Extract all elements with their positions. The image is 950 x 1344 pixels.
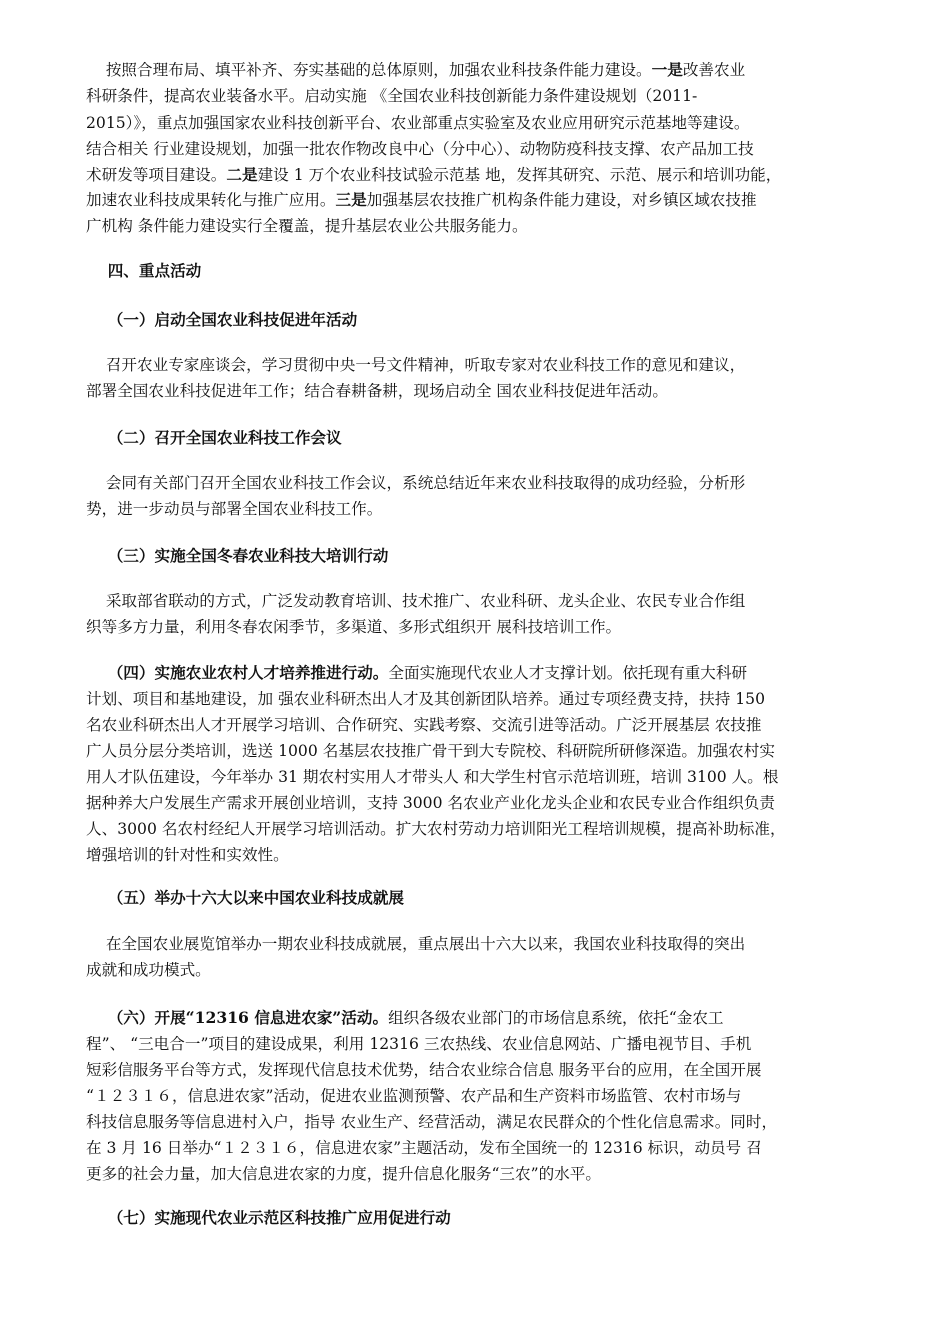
text-run: 术研发等项目建设。 (86, 166, 227, 184)
text-line (86, 1034, 751, 1056)
text-line (86, 591, 745, 613)
text-run: 科技信息服务等信息进村入户，指导 农业生产、经营活动，满足农民群众的个性化信息需求。同时， (86, 1113, 778, 1131)
text-run: 2015）》，重点加强国家农业科技创新平台、农业部重点实验室及农业应用研究示范基地等建设。 (86, 114, 750, 132)
bold-text-run: 四、重点活动 (86, 261, 202, 280)
text-run: 更多的社会力量，加大信息进农家的力度，提升信息化服务“三农”的水平。 (86, 1165, 601, 1183)
bold-text-run: （六）开展“12316 信息进农家”活动。 (86, 1008, 389, 1027)
text-run: 用人才队伍建设，今年举办 31 期农村实用人才带头人 和大学生村官示范培训班，培训 3100 人。根 (86, 768, 779, 786)
text-run: 在全国农业展览馆举办一期农业科技成就展，重点展出十六大以来，我国农业科技取得的突出 (86, 935, 746, 953)
text-run: 在 3 月 16 日举办“１２３１６，信息进农家”主题活动，发布全国统一的 12316 标识，动员号 召 (86, 1139, 762, 1157)
text-line (86, 60, 745, 82)
text-line (86, 1060, 762, 1082)
text-run: 组织各级农业部门的市场信息系统，依托“金农工 (388, 1009, 724, 1027)
bold-text-run: （一）启动全国农业科技促进年活动 (86, 310, 358, 329)
text-run: 成就和成功模式。 (86, 961, 211, 979)
bold-text-run: （三）实施全国冬春农业科技大培训行动 (86, 546, 389, 565)
bold-text-run: （二）召开全国农业科技工作会议 (86, 428, 342, 447)
text-line (86, 689, 765, 711)
text-line (86, 715, 762, 737)
bold-text-run: （五）举办十六大以来中国农业科技成就展 (86, 888, 404, 907)
text-line (86, 960, 211, 982)
text-run: 建设 1 万个农业科技试验示范基 地，发挥其研究、示范、展示和培训功能， (257, 166, 782, 184)
text-run: 广人员分层分类培训，选送 1000 名基层农技推广骨干到大专院校、科研院所研修深造。加强农村实 (86, 742, 775, 760)
text-line (86, 888, 404, 910)
text-run: “１２３１６，信息进农家”活动，促进农业监测预警、农产品和生产资料市场监管、农村市场与 (86, 1087, 742, 1105)
text-line (86, 499, 382, 521)
text-line (86, 86, 697, 108)
text-line (86, 845, 289, 867)
text-line (86, 1138, 762, 1160)
bold-text-run: 二是 (226, 165, 258, 184)
text-line (86, 139, 754, 161)
text-line (86, 190, 757, 212)
text-line (86, 617, 621, 639)
text-line (86, 1208, 451, 1230)
bold-text-run: 三是 (335, 190, 367, 209)
text-run: 会同有关部门召开全国农业科技工作会议，系统总结近年来农业科技取得的成功经验，分析形 (86, 474, 746, 492)
text-line (86, 767, 778, 789)
text-line (86, 819, 786, 841)
text-line (86, 1008, 724, 1030)
text-run: 改善农业 (682, 61, 746, 79)
text-run: 加强基层农技推广机构条件能力建设，对乡镇区域农技推 (366, 191, 757, 209)
text-run: 全面实施现代农业人才支撑计划。依托现有重大科研 (388, 664, 748, 682)
text-line (86, 1086, 741, 1108)
text-run: 据种养大户发展生产需求开展创业培训，支持 3000 名农业产业化龙头企业和农民专业合作组织负责 (86, 794, 775, 812)
text-run: 按照合理布局、填平补齐、夯实基础的总体原则，加强农业科技条件能力建设。 (86, 61, 652, 79)
bold-text-run: 一是 (651, 60, 683, 79)
text-run: 增强培训的针对性和实效性。 (86, 846, 289, 864)
text-run: 结合相关 行业建设规划，加强一批农作物改良中心（分中心）、动物防疫科技支撑、农产品加工技 (86, 140, 754, 158)
text-line (86, 546, 388, 568)
text-line (86, 1164, 601, 1186)
text-run: 程”、 “三电合一”项目的建设成果，利用 12316 三农热线、农业信息网站、广播电视节目、手机 (86, 1035, 752, 1053)
text-run: 加速农业科技成果转化与推广应用。 (86, 191, 336, 209)
bold-text-run: （四）实施农业农村人才培养推进行动。 (86, 663, 389, 682)
text-run: 名农业科研杰出人才开展学习培训、合作研究、实践考察、交流引进等活动。广泛开展基层 农技推 (86, 716, 762, 734)
text-run: 短彩信服务平台等方式，发挥现代信息技术优势，结合农业综合信息 服务平台的应用，在全国开展 (86, 1061, 762, 1079)
text-line (86, 355, 745, 377)
text-run: 计划、项目和基地建设，加 强农业科研杰出人才及其创新团队培养。通过专项经费支持，扶持 150 (86, 690, 766, 708)
text-line (86, 793, 775, 815)
text-line (86, 113, 749, 135)
text-line (86, 663, 747, 685)
text-run: 广机构 条件能力建设实行全覆盖，提升基层农业公共服务能力。 (86, 217, 528, 235)
text-line (86, 428, 342, 450)
text-run: 召开农业专家座谈会，学习贯彻中央一号文件精神，听取专家对农业科技工作的意见和建议， (86, 356, 746, 374)
text-line (86, 473, 745, 495)
text-line (86, 381, 668, 403)
text-run: 势，进一步动员与部署全国农业科技工作。 (86, 500, 383, 518)
text-line (86, 1112, 777, 1134)
text-run: 织等多方力量，利用冬春农闲季节，多渠道、多形式组织开 展科技培训工作。 (86, 618, 622, 636)
text-run: 部署全国农业科技促进年工作；结合春耕备耕，现场启动全 国农业科技促进年活动。 (86, 382, 668, 400)
bold-text-run: （七）实施现代农业示范区科技推广应用促进行动 (86, 1208, 451, 1227)
text-line (86, 934, 745, 956)
text-line (86, 741, 775, 763)
text-line (86, 310, 357, 332)
text-run: 人、3000 名农村经纪人开展学习培训活动。扩大农村劳动力培训阳光工程培训规模，提高补助标准， (86, 820, 786, 838)
text-line (86, 165, 781, 187)
text-line (86, 216, 528, 238)
text-run: 采取部省联动的方式，广泛发动教育培训、技术推广、农业科研、龙头企业、农民专业合作组 (86, 592, 746, 610)
text-line (86, 261, 201, 283)
text-run: 科研条件，提高农业装备水平。启动实施 《全国农业科技创新能力条件建设规划（2011- (86, 87, 698, 105)
